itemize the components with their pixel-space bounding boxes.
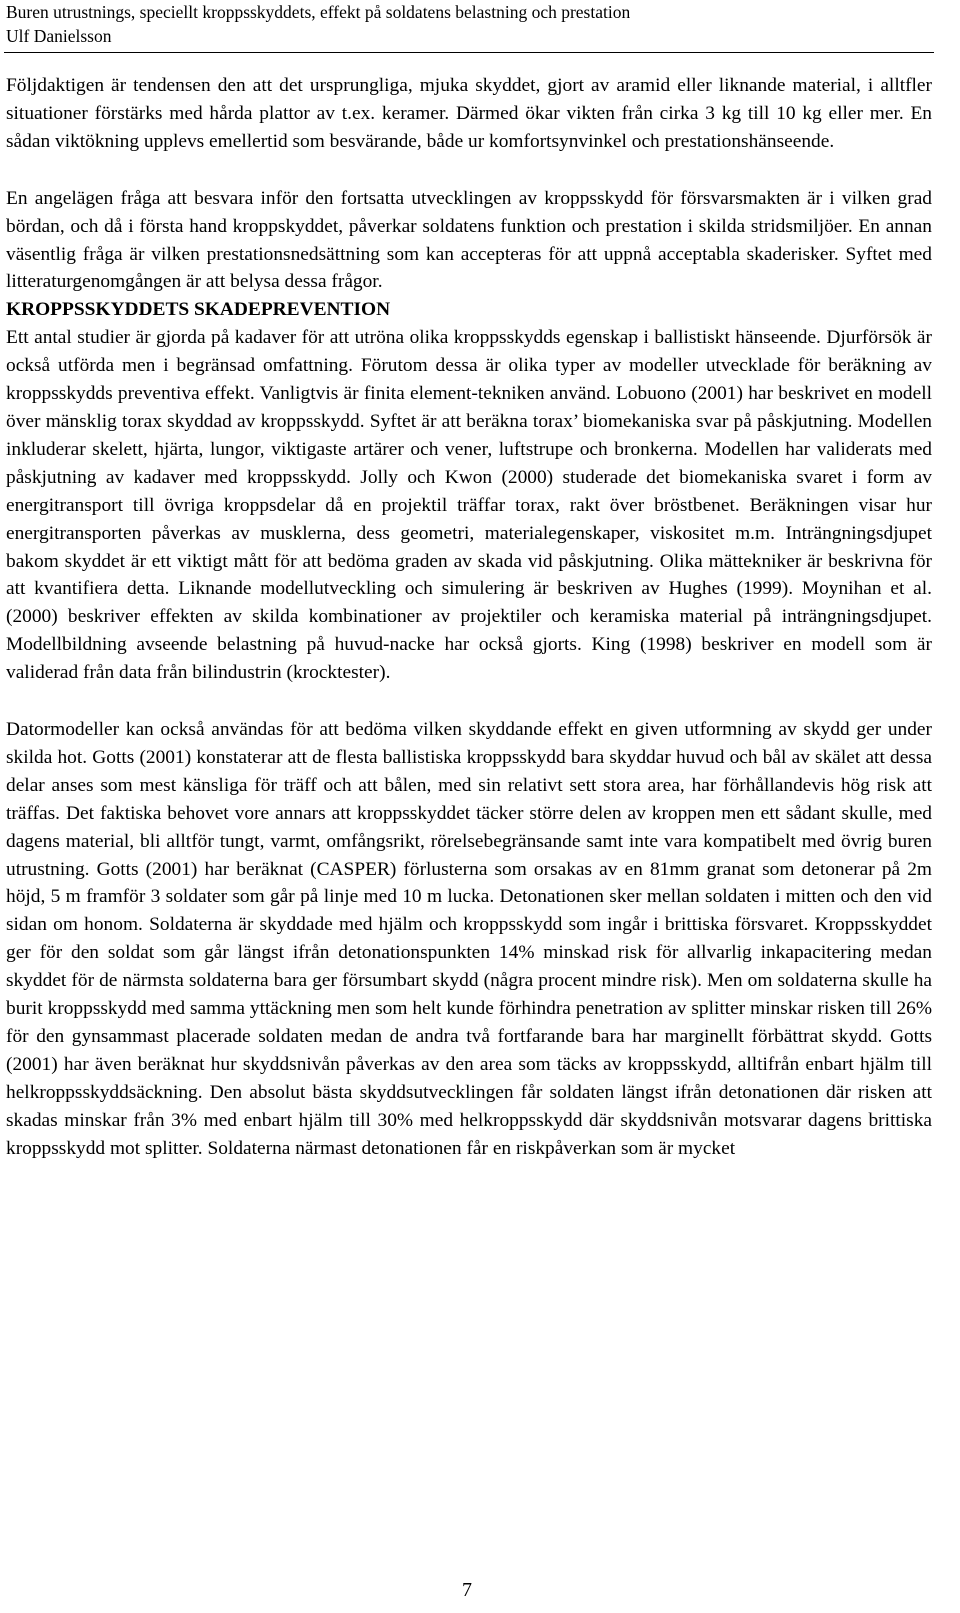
page-body [6,72,932,1163]
header-divider [4,52,934,53]
header-title: Buren utrustnings, speciellt kroppsskyddets, effekt på soldatens belastning och prestation [6,2,631,22]
body-paragraph-1: Följdaktigen är tendensen den att det ursprungliga, mjuka skyddet, gjort av aramid eller liknande material, i alltfler situationer förstärks med hårda plattor av t.ex. keramer. Därmed ökar vikten från cirka 3 kg till 10 kg eller mer. En sådan viktökning upplevs emellertid som besvärande, både ur komfortsynvinkel och prestationshänseende. [6,75,932,152]
body-paragraph-2: En angelägen fråga att besvara inför den fortsatta utvecklingen av kroppsskydd för försvarsmakten är i vilken grad bördan, och då i första hand kroppskyddet, påverkar soldatens funktion och prestation i skilda stridsmiljöer. En annan väsentlig fråga är vilken prestationsnedsättning som kan accepteras för att uppnå acceptabla skaderisker. Syftet med litteraturgenomgången är att belysa dessa frågor. [6,187,932,293]
running-header [6,0,936,48]
body-paragraph-4: Datormodeller kan också användas för att bedöma vilken skyddande effekt en given utformning av skydd ger under skilda hot. Gotts (2001) konstaterar att de flesta ballistiska kroppsskydd bara skyddar huvud och bål av skälet att dessa delar anses som mest känsliga för träff och att bålen, med sin relativt sett stora area, har förhållandevis hög risk att träffas. Det faktiska behovet vore annars att kroppsskyddet täcker större delen av kroppen men ett sådant skulle, med dagens material, bli alltför tungt, varmt, omfångsrikt, rörelsebegränsande samt inte vara kompatibelt med övrig buren utrustning. Gotts (2001) har beräknat (CASPER) förlusterna som orsakas av en 81mm granat som detonerar på 2m höjd, 5 m framför 3 soldater som går på linje med 10 m lucka. Detonationen sker mellan soldaten i mitten och den vid sidan om honom. Soldaterna är skyddade med hjälm och kroppsskydd som ingår i brittiska försvaret. Kroppsskyddet ger för den soldat som går längst ifrån detonationspunkten 14% minskad risk för allvarlig inkapacitering medan skyddet för de närmsta soldaterna bara ger försumbart skydd (några procent mindre risk). Men om soldaterna skulle ha burit kroppsskydd med samma yttäckning men som helt kunde förhindra penetration av splitter minskar risken till 26% för den gynsammast placerade soldaten medan de andra två fortfarande bara har marginellt förbättrat skydd. Gotts (2001) har även beräknat hur skyddsnivån påverkas av den area som täcks av kroppsskydd, alltifrån enbart hjälm till helkroppsskyddsäckning. Den absolut bästa skyddsutvecklingen får soldaten längst ifrån detonationen där risken att skadas minskar från 3% med enbart hjälm till 30% med helkroppsskydd där skyddsnivån motsvarar dagens brittiska kroppsskydd mot splitter. Soldaterna närmast detonationen får en riskpåverkan som är mycket [6,719,932,1159]
page-number: 7 [462,1579,472,1601]
section-heading: KROPPSSKYDDETS SKADEPREVENTION [6,299,391,321]
body-paragraph-3: Ett antal studier är gjorda på kadaver för att utröna olika kroppsskydds egenskap i ballistiskt hänseende. Djurförsök är också utförda men i begränsad omfattning. Förutom dessa är olika typer av modeller utvecklade för beräkning av kroppsskydds preventiva effekt. Vanligtvis är finita element-tekniken använd. Lobuono (2001) har beskrivet en modell över mänsklig torax skyddad av kroppsskydd. Syftet är att beräkna torax’ biomekaniska svar på påskjutning. Modellen inkluderar skelett, hjärta, lungor, viktigaste artärer och vener, luftstrupe och bronkerna. Modellen har validerats med påskjutning av kadaver med kroppsskydd. Jolly och Kwon (2000) studerade det biomekaniska svaret i form av energitransport till övriga kroppsdelar då en projektil träffar torax, rakt över bröstbenet. Beräkningen visar hur energitransporten påverkas av musklerna, dess geometri, materialegenskaper, viskositet m.m. Inträngningsdjupet bakom skyddet är ett viktigt mått för att bedöma graden av skada vid påskjutning. Olika mättekniker är beskrivna för att kvantifiera detta. Liknande modellutveckling och simulering är beskriven av Hughes (1999). Moynihan et al. (2000) beskriver effekten av skilda kombinationer av projektiler och keramiska material på inträngningsdjupet. Modellbildning avseende belastning på huvud-nacke har också gjorts. King (1998) beskriver en modell som är validerad från data från bilindustrin (krocktester). [6,327,932,684]
header-author: Ulf Danielsson [6,26,112,46]
